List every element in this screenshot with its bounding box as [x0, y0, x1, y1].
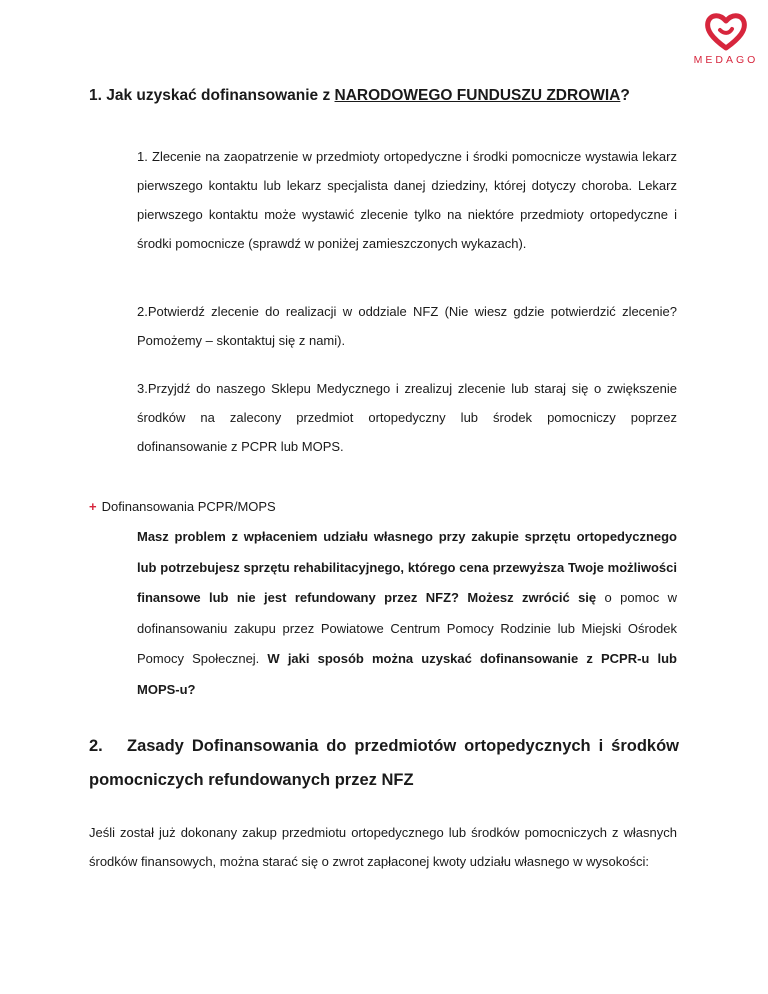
section2-heading: [89, 729, 679, 797]
step-1-text: 1. Zlecenie na zaopatrzenie w przedmioty ortopedyczne i środki pomocnicze wystawia lekarz pierwszego kontaktu lub lekarz specjalista danej dziedziny, której dotyczy choroba. Lekarz pierwszego kontaktu może wystawić zlecenie tylko na niektóre przedmioty ortopedyczne i środki pomocnicze (sprawdź w poniżej zamieszczonych wykazach).: [137, 149, 677, 251]
nfz-link[interactable]: NARODOWEGO FUNDUSZU ZDROWIA: [334, 87, 621, 104]
step-2-text: 2.Potwierdź zlecenie do realizacji w oddziale NFZ (Nie wiesz gdzie potwierdzić zlecenie? Pomożemy – skontaktuj się z nami).: [137, 304, 677, 348]
section2-paragraph: Jeśli został już dokonany zakup przedmiotu ortopedycznego lub środków pomocniczych z własnych środków finansowych, można starać się o zwrot zapłaconej kwoty udziału własnego w wysokości:: [89, 825, 677, 869]
pcpr-normal-text: o pomoc w dofinansowaniu zakupu przez Powiatowe Centrum Pomocy Rodzinie lub Miejski Ośrodek Pomocy Społecznej.: [137, 590, 677, 666]
pcpr-title: Dofinansowania PCPR/MOPS: [101, 499, 276, 514]
pcpr-bold-question: W jaki sposób można uzyskać dofinansowanie z PCPR-u lub MOPS-u?: [137, 651, 677, 697]
heart-logo-icon: [704, 12, 748, 52]
section2-heading-text: Zasady Dofinansowania do przedmiotów ortopedycznych i środków pomocniczych refundowanych przez NFZ: [89, 737, 679, 789]
pcpr-paragraph: [137, 522, 677, 705]
step-3-text: 3.Przyjdź do naszego Sklepu Medycznego i zrealizuj zlecenie lub staraj się o zwiększenie środków na zalecony przedmiot ortopedyczny lub środek pomocniczy poprzez dofinansowanie z PCPR lub MOPS.: [137, 381, 677, 454]
plus-icon: +: [89, 499, 97, 514]
section1-heading-prefix: 1. Jak uzyskać dofinansowanie z: [89, 87, 335, 104]
medago-logo[interactable]: [690, 12, 762, 66]
pcpr-bold-intro: Masz problem z wpłaceniem udziału własnego przy zakupie sprzętu ortopedycznego lub potrzebujesz sprzętu rehabilitacyjnego, którego cena przewyższa Twoje możliwości finansowe lub nie jest refundowany przez NFZ? Możesz zwrócić się: [137, 529, 677, 605]
section1-heading: [89, 85, 689, 107]
logo-text: MEDAGO: [693, 54, 759, 66]
section1-heading-suffix: ?: [620, 87, 630, 104]
pcpr-toggle[interactable]: [89, 492, 276, 521]
section2-number: 2.: [89, 737, 103, 755]
